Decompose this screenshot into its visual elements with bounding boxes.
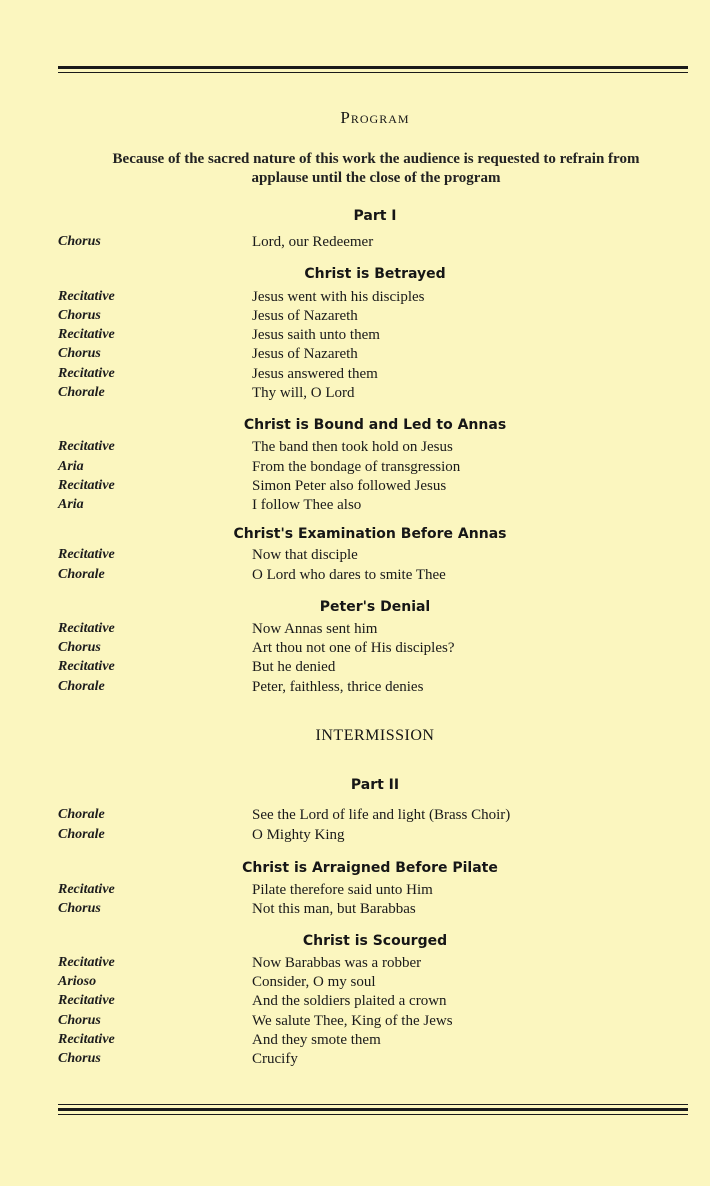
section-heading: Christ is Arraigned Before Pilate bbox=[242, 860, 498, 876]
piece-title: From the bondage of transgression bbox=[252, 459, 461, 475]
piece-title: O Mighty King bbox=[252, 827, 345, 843]
page-title: Program bbox=[340, 108, 410, 127]
piece-title: Crucify bbox=[252, 1051, 298, 1067]
role-label: Chorus bbox=[58, 234, 101, 249]
intermission: INTERMISSION bbox=[315, 727, 435, 744]
role-label: Chorale bbox=[58, 807, 105, 822]
role-label: Chorus bbox=[58, 640, 101, 655]
role-label: Chorale bbox=[58, 385, 105, 400]
role-label: Recitative bbox=[58, 1032, 115, 1047]
piece-title: Jesus saith unto them bbox=[252, 327, 380, 343]
role-label: Recitative bbox=[58, 366, 115, 381]
piece-title: Now Annas sent him bbox=[252, 621, 378, 637]
audience-notice: Because of the sacred nature of this work the audience is requested to refrain from applause until the close of the program bbox=[112, 151, 640, 186]
piece-title: Now that disciple bbox=[252, 547, 358, 563]
piece-title: See the Lord of life and light (Brass Choir) bbox=[252, 807, 511, 823]
role-label: Recitative bbox=[58, 882, 115, 897]
piece-title: Jesus of Nazareth bbox=[252, 346, 358, 362]
piece-title: Jesus went with his disciples bbox=[252, 289, 425, 305]
role-label: Chorale bbox=[58, 827, 105, 842]
role-label: Recitative bbox=[58, 289, 115, 304]
role-label: Recitative bbox=[58, 955, 115, 970]
piece-title: Peter, faithless, thrice denies bbox=[252, 679, 424, 695]
role-label: Recitative bbox=[58, 547, 115, 562]
piece-title: Thy will, O Lord bbox=[252, 385, 355, 401]
section-heading: Christ's Examination Before Annas bbox=[233, 526, 507, 542]
role-label: Chorus bbox=[58, 308, 101, 323]
role-label: Arioso bbox=[58, 974, 97, 989]
section-heading: Christ is Bound and Led to Annas bbox=[243, 417, 507, 433]
section-heading: Christ is Betrayed bbox=[304, 266, 446, 282]
piece-title: Lord, our Redeemer bbox=[252, 234, 374, 250]
role-label: Recitative bbox=[58, 327, 115, 342]
piece-title: And they smote them bbox=[252, 1032, 381, 1048]
role-label: Chorus bbox=[58, 1051, 101, 1066]
role-label: Chorus bbox=[58, 901, 101, 916]
piece-title: We salute Thee, King of the Jews bbox=[252, 1013, 453, 1029]
piece-title: Consider, O my soul bbox=[252, 974, 376, 990]
role-label: Recitative bbox=[58, 659, 115, 674]
bottom-rule bbox=[58, 1101, 688, 1115]
role-label: Chorus bbox=[58, 346, 101, 361]
piece-title: And the soldiers plaited a crown bbox=[252, 993, 447, 1009]
part-2-heading: Part II bbox=[350, 777, 400, 793]
piece-title: Jesus answered them bbox=[252, 366, 378, 382]
role-label: Recitative bbox=[58, 439, 115, 454]
piece-title: O Lord who dares to smite Thee bbox=[252, 567, 446, 583]
section-heading: Christ is Scourged bbox=[302, 933, 448, 949]
role-label: Recitative bbox=[58, 478, 115, 493]
top-rule bbox=[58, 66, 688, 73]
piece-title: Pilate therefore said unto Him bbox=[252, 882, 433, 898]
piece-title: Simon Peter also followed Jesus bbox=[252, 478, 447, 494]
piece-title: Now Barabbas was a robber bbox=[252, 955, 422, 971]
role-label: Chorus bbox=[58, 1013, 101, 1028]
section-heading: Peter's Denial bbox=[319, 599, 431, 615]
piece-title: The band then took hold on Jesus bbox=[252, 439, 453, 455]
role-label: Aria bbox=[58, 497, 84, 512]
part-1-heading: Part I bbox=[353, 208, 397, 224]
piece-title: But he denied bbox=[252, 659, 336, 675]
piece-title: Art thou not one of His disciples? bbox=[252, 640, 455, 656]
role-label: Recitative bbox=[58, 993, 115, 1008]
role-label: Aria bbox=[58, 459, 84, 474]
role-label: Chorale bbox=[58, 679, 105, 694]
piece-title: Not this man, but Barabbas bbox=[252, 901, 416, 917]
role-label: Chorale bbox=[58, 567, 105, 582]
role-label: Recitative bbox=[58, 621, 115, 636]
piece-title: Jesus of Nazareth bbox=[252, 308, 358, 324]
piece-title: I follow Thee also bbox=[252, 497, 362, 513]
